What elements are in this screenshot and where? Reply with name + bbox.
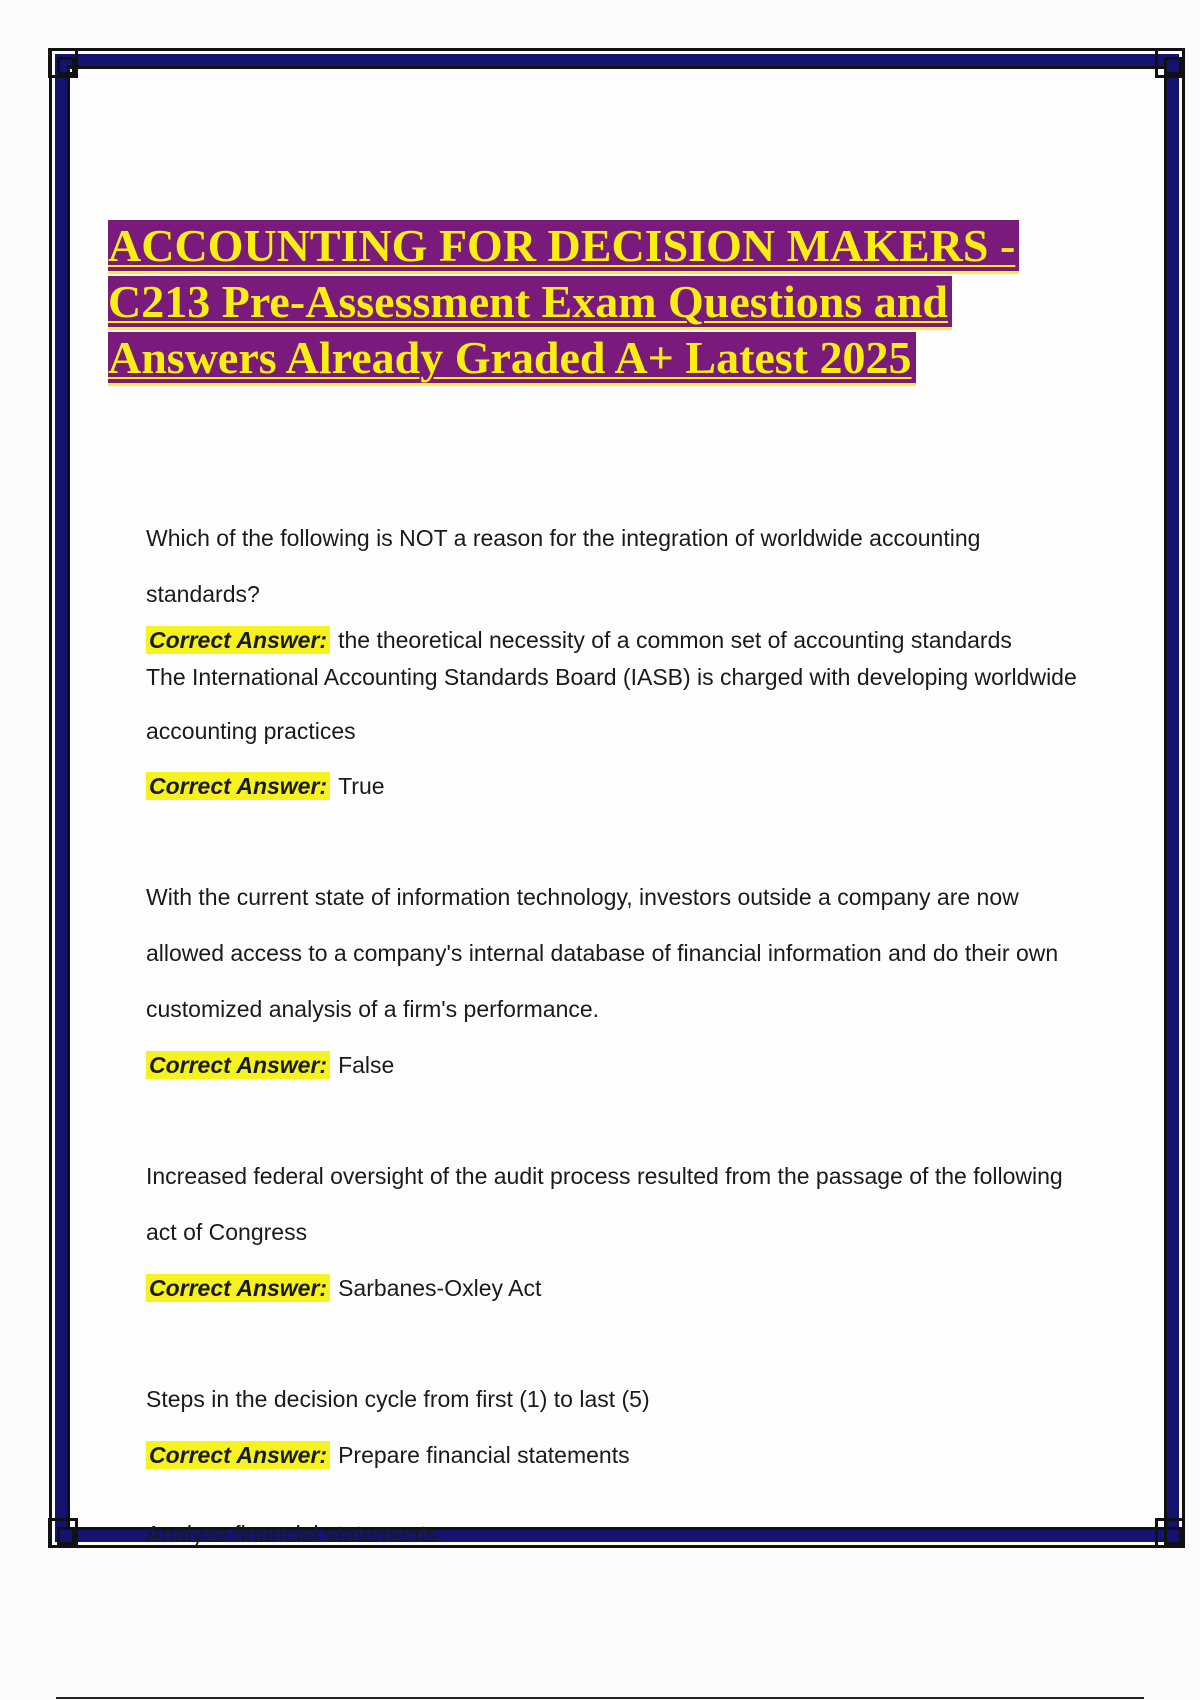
correct-answer-label: Correct Answer: bbox=[146, 1441, 330, 1469]
question-text: With the current state of information technology, investors outside a company are now allowed access to a company's internal database of financial information and do their own customized analysis of a firm's performance. bbox=[146, 884, 1059, 1022]
question-text: Increased federal oversight of the audit process resulted from the passage of the following act of Congress bbox=[146, 1163, 1063, 1245]
answer-text: True bbox=[338, 773, 385, 799]
question-text: Steps in the decision cycle from first (1) to last (5) bbox=[146, 1386, 650, 1412]
answer-text: the theoretical necessity of a common set of accounting standards bbox=[338, 627, 1012, 653]
qa-item bbox=[146, 869, 1086, 1093]
qa-item bbox=[146, 1148, 1086, 1316]
answer-text: Sarbanes-Oxley Act bbox=[338, 1275, 542, 1301]
question-text: The International Accounting Standards Board (IASB) is charged with developing worldwide accounting practices bbox=[146, 664, 1077, 744]
corner-ornament-bottom-right bbox=[1155, 1518, 1185, 1548]
title-line: ACCOUNTING FOR DECISION MAKERS - bbox=[108, 220, 1019, 271]
document-title bbox=[108, 218, 1108, 386]
correct-answer-label: Correct Answer: bbox=[146, 772, 330, 800]
answer-text: Prepare financial statements bbox=[338, 1442, 630, 1468]
title-line: Answers Already Graded A+ Latest 2025 bbox=[108, 332, 916, 383]
title-line: C213 Pre-Assessment Exam Questions and bbox=[108, 276, 952, 327]
correct-answer-label: Correct Answer: bbox=[146, 626, 330, 654]
qa-item bbox=[146, 510, 1086, 658]
answer-row bbox=[146, 1037, 1086, 1093]
qa-item bbox=[146, 650, 1086, 814]
footer-divider bbox=[56, 1697, 1144, 1699]
question-text: Which of the following is NOT a reason for the integration of worldwide accounting standards? bbox=[146, 525, 981, 607]
corner-ornament-top-right bbox=[1155, 48, 1185, 78]
answer-row bbox=[146, 1260, 1086, 1316]
cutoff-answer-line: Analyze financial statements bbox=[146, 1521, 438, 1547]
correct-answer-label: Correct Answer: bbox=[146, 1274, 330, 1302]
answer-row bbox=[146, 758, 1086, 814]
answer-row bbox=[146, 1427, 1086, 1483]
qa-item bbox=[146, 1371, 1086, 1562]
qa-list bbox=[146, 510, 1086, 1547]
corner-ornament-top-left bbox=[48, 48, 78, 78]
correct-answer-label: Correct Answer: bbox=[146, 1051, 330, 1079]
answer-text: False bbox=[338, 1052, 395, 1078]
corner-ornament-bottom-left bbox=[48, 1518, 78, 1548]
